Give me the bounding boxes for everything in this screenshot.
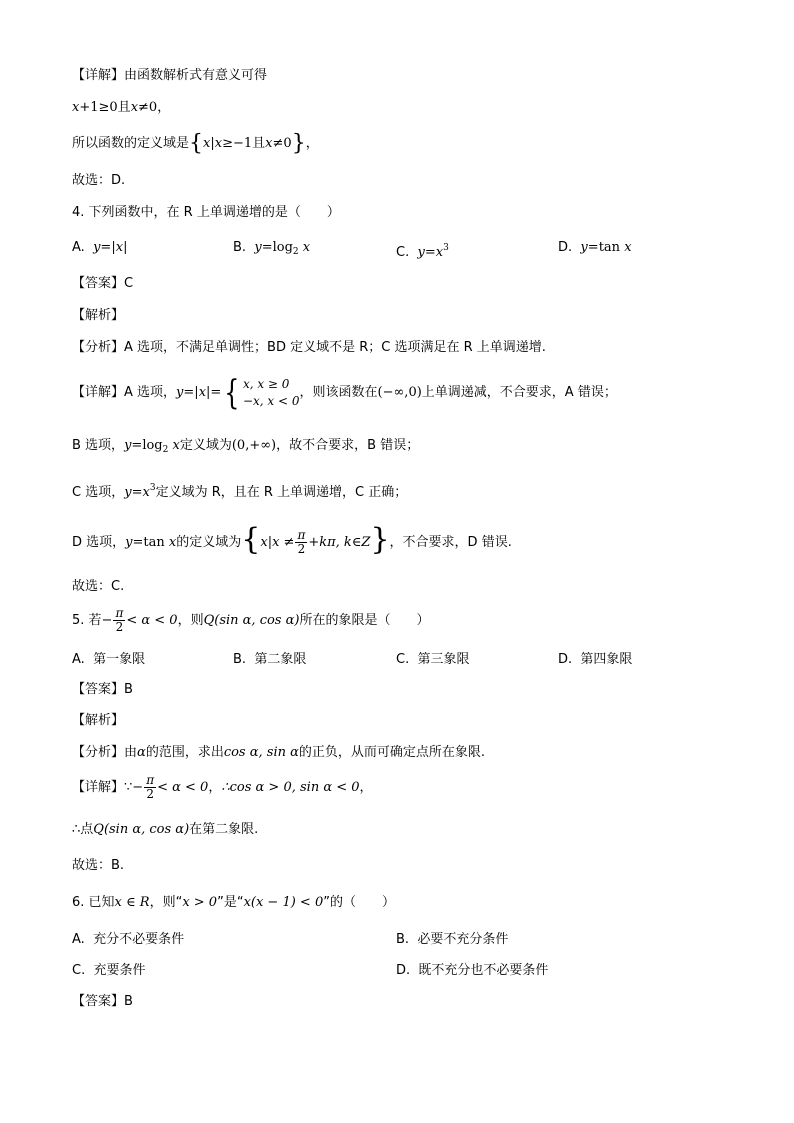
math-var: x <box>260 535 268 550</box>
answer-value: C <box>124 276 134 291</box>
q3-domain-line: 所以函数的定义域是{x|x≥−1且x≠0}， <box>72 131 319 156</box>
q4-detail-d: D 选项，y=tan x的定义域为{x|x ≠ $\frac{\pi}{2}$ +kπ, k∈Z}，不合要求，D 错误. <box>72 522 512 557</box>
frac-num: π <box>297 528 306 542</box>
q6-stem <box>72 894 395 912</box>
math-var: x <box>130 100 139 115</box>
case-1: x, x ≥ 0 <box>242 376 290 391</box>
stem-mid: ，则“ <box>149 895 183 910</box>
math-expr: ≥−1 <box>222 136 253 151</box>
math-expr: x ≠ <box>272 535 295 550</box>
q5-fenxi <box>72 744 485 762</box>
math-var: x <box>302 240 311 255</box>
punct: ， <box>305 136 319 151</box>
math-expr: ∴cos α > 0, sin α < 0 <box>221 780 360 795</box>
fenxi-text: 的正负，从而可确定点所在象限. <box>298 745 486 760</box>
q4-analysis-tag: 【解析】 <box>72 308 125 323</box>
math-var: x <box>265 136 273 151</box>
fenxi-text: A 选项，不满足单调性；BD 定义域不是 R；C 选项满足在 R 上单调递增. <box>124 340 546 355</box>
text-and: 且 <box>252 136 266 151</box>
math-expr: < α < 0 <box>157 780 209 795</box>
fenxi-text: 的范围，求出 <box>145 745 224 760</box>
q4-detail-a: 【详解】A 选项，y=|x|={ x, x ≥ 0 −x, x < 0 ，则该函数在(−∞,0)上单调递减，不合要求，A 错误； <box>72 372 617 413</box>
math-var: y <box>580 240 588 255</box>
fraction <box>113 607 125 634</box>
case-2: −x, x < 0 <box>242 393 300 408</box>
option-label: D. <box>558 240 573 255</box>
math-var: x <box>435 245 444 260</box>
q6-option-b <box>396 931 508 949</box>
math-neg: − <box>132 780 144 795</box>
math-var: x <box>624 240 632 255</box>
math-var: y <box>254 240 262 255</box>
option-text: 第三象限 <box>417 652 470 667</box>
option-text: 第二象限 <box>254 652 307 667</box>
answer-value: B <box>124 994 133 1009</box>
option-label: A. <box>72 652 85 667</box>
math-neg: − <box>101 613 113 628</box>
fenxi-tag: 【分析】 <box>72 340 125 355</box>
q5-option-c <box>396 651 470 669</box>
point-prefix: ∴点 <box>72 822 94 837</box>
stem-suffix: ”的（ ） <box>323 895 395 910</box>
math-fn: log <box>272 240 293 255</box>
math-var: y <box>93 240 101 255</box>
q4-answer <box>72 275 133 293</box>
detail-text: 由函数解析式有意义可得 <box>124 68 268 83</box>
stem-mid: ，则 <box>177 613 204 628</box>
frac-den: 2 <box>115 620 124 634</box>
option-text: 充要条件 <box>93 963 146 978</box>
option-text: 第一象限 <box>93 652 146 667</box>
option-label: A. <box>72 240 85 255</box>
punct: ， <box>359 780 373 795</box>
q5-option-d <box>558 651 632 669</box>
q5-answer <box>72 681 133 699</box>
q5-option-b <box>233 651 306 669</box>
math-var: x <box>72 100 80 115</box>
q5-option-a <box>72 651 145 669</box>
q3-condition-line <box>72 99 170 117</box>
option-label: C. <box>396 652 410 667</box>
text-and: 且 <box>117 100 131 115</box>
math-expr: x ∈ R <box>114 895 150 910</box>
option-text: 第四象限 <box>580 652 633 667</box>
math-expr: < α < 0 <box>126 613 178 628</box>
detail-mid: 的定义域为 <box>176 535 242 550</box>
math-point: Q(sin α, cos α) <box>93 822 190 837</box>
q4-conclusion: 故选：C. <box>72 579 125 594</box>
math-var: x <box>203 136 211 151</box>
q4-stem: 4. 下列函数中，在 R 上单调递增的是（ ） <box>72 205 340 220</box>
option-label: C. <box>396 245 410 260</box>
math-expr: ≠0 <box>272 136 292 151</box>
detail-suffix: ，故不合要求，B 错误； <box>276 438 420 453</box>
q4-detail-c: C 选项，$y=x^3$定义域为 R，且在 R 上单调递增，C 正确； <box>72 483 408 500</box>
q6-answer <box>72 993 133 1011</box>
math-expr: ≠0 <box>138 100 158 115</box>
stem-prefix: 5. 若 <box>72 613 102 628</box>
option-label: B. <box>233 652 247 667</box>
detail-mid: ，则该函数在 <box>299 385 378 400</box>
detail-prefix: B 选项， <box>72 438 125 453</box>
frac-num: π <box>115 606 124 620</box>
q4-option-c <box>396 239 449 262</box>
math-expr: +1≥0 <box>79 100 118 115</box>
math-expr: x > 0 <box>182 895 218 910</box>
math-eq: = <box>261 240 273 255</box>
stem-mid: ”是“ <box>217 895 244 910</box>
option-label: C. <box>72 963 86 978</box>
q4-detail-b: B 选项，$y=\log_2$ x定义域为(0,+∞)，故不合要求，B 错误； <box>72 438 420 455</box>
fenxi-text: 由 <box>124 745 138 760</box>
detail-tag: 【详解】 <box>72 68 125 83</box>
math-expr: x(x − 1) < 0 <box>243 895 324 910</box>
stem-suffix: 所在的象限是（ ） <box>299 613 430 628</box>
detail-mid: 定义域为 <box>179 438 232 453</box>
option-label: B. <box>396 932 410 947</box>
math-var: x <box>214 136 223 151</box>
q5-stem <box>72 606 429 636</box>
piecewise <box>243 376 300 410</box>
math-eq: = <box>587 240 599 255</box>
option-label: D. <box>558 652 573 667</box>
q6-option-c <box>72 962 146 980</box>
q3-conclusion: 故选：D. <box>72 173 126 188</box>
option-text: 充分不必要条件 <box>93 932 185 947</box>
detail-suffix: 上单调递减，不合要求，A 错误； <box>421 385 617 400</box>
answer-tag: 【答案】 <box>72 682 125 697</box>
detail-tag: 【详解】 <box>72 780 125 795</box>
q4-option-b <box>233 239 310 261</box>
stem-prefix: 6. 已知 <box>72 895 115 910</box>
answer-tag: 【答案】 <box>72 994 125 1009</box>
q5-point-line <box>72 821 258 839</box>
interval: (−∞,0) <box>377 385 422 400</box>
detail-suffix: ，不合要求，D 错误. <box>389 535 512 550</box>
detail-suffix: 定义域为 R，且在 R 上单调递增，C 正确； <box>155 485 408 500</box>
option-label: A. <box>72 932 85 947</box>
math-var: α <box>137 745 146 760</box>
math-var: x <box>115 240 124 255</box>
detail-tag: 【详解】 <box>72 385 125 400</box>
math-fn: tan <box>598 240 621 255</box>
math-expr: +kπ, k∈Z <box>308 535 371 550</box>
math-eq: = <box>100 240 112 255</box>
math-sub: 2 <box>292 247 299 257</box>
frac-den: 2 <box>146 787 154 801</box>
because-symbol: ∵ <box>124 780 133 795</box>
q4-option-d <box>558 239 632 257</box>
frac-num: π <box>146 773 155 787</box>
punct: ， <box>208 780 222 795</box>
q5-analysis-tag: 【解析】 <box>72 713 125 728</box>
detail-prefix: A 选项， <box>124 385 177 400</box>
math-sup: 3 <box>443 243 449 253</box>
interval: (0,+∞) <box>231 438 277 453</box>
detail-prefix: D 选项， <box>72 535 126 550</box>
answer-tag: 【答案】 <box>72 276 125 291</box>
q5-conclusion: 故选：B. <box>72 858 125 873</box>
option-label: B. <box>233 240 247 255</box>
math-expr: cos α, sin α <box>223 745 299 760</box>
frac-den: 2 <box>297 542 306 556</box>
answer-value: B <box>124 682 133 697</box>
math-var: y <box>417 245 425 260</box>
detail-prefix: C 选项， <box>72 485 125 500</box>
punct: ， <box>157 100 171 115</box>
q6-option-d <box>396 962 548 980</box>
option-text: 既不充分也不必要条件 <box>418 963 549 978</box>
q5-detail <box>72 773 373 803</box>
domain-prefix: 所以函数的定义域是 <box>72 136 190 151</box>
option-text: 必要不充分条件 <box>417 932 509 947</box>
fraction <box>295 529 307 556</box>
q3-detail-line <box>72 67 267 85</box>
point-suffix: 在第二象限. <box>189 822 259 837</box>
q4-option-a: A. y=|x| <box>72 240 128 255</box>
option-label: D. <box>396 963 411 978</box>
math-point: Q(sin α, cos α) <box>203 613 300 628</box>
math-eq: = <box>424 245 436 260</box>
fenxi-tag: 【分析】 <box>72 745 125 760</box>
q6-option-a <box>72 931 184 949</box>
fraction <box>144 774 156 801</box>
q4-fenxi <box>72 339 546 357</box>
